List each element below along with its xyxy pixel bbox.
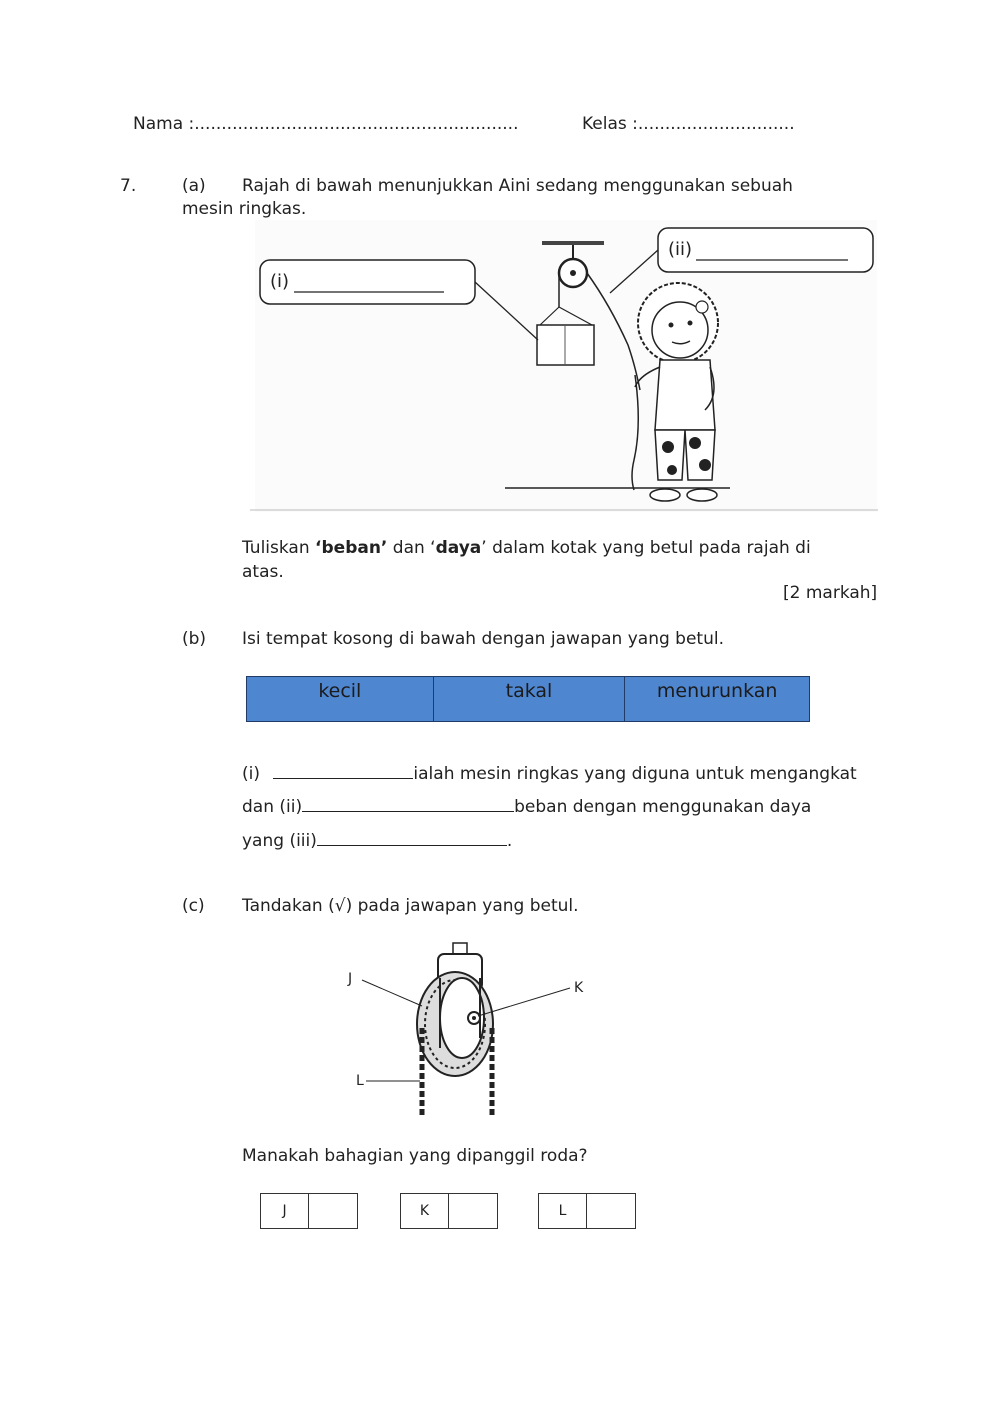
pulley-illustration xyxy=(250,215,880,515)
callout-ii-label: (ii) xyxy=(668,239,693,260)
blank-ii[interactable] xyxy=(302,793,514,812)
callout-i-answer-box[interactable] xyxy=(294,271,444,293)
word-bank xyxy=(246,676,810,722)
pulley-label-l: L xyxy=(356,1073,364,1089)
kelas-field[interactable]: Kelas :............................. xyxy=(582,114,795,134)
part-c-question: Manakah bahagian yang dipanggil roda? xyxy=(242,1146,588,1166)
option-k-checkbox[interactable] xyxy=(449,1194,497,1228)
word-bank-item: takal xyxy=(434,677,626,721)
option-l-checkbox[interactable] xyxy=(587,1194,635,1228)
part-b-instruction: Isi tempat kosong di bawah dengan jawapan yang betul. xyxy=(242,629,724,649)
sentence-2: dan (ii) beban dengan menggunakan daya xyxy=(242,793,811,818)
part-a-instruction-line1: Tuliskan ‘beban’ dan ‘daya’ dalam kotak yang betul pada rajah di xyxy=(242,538,811,558)
part-c-label: (c) xyxy=(182,896,205,916)
pulley-label-k: K xyxy=(574,980,584,996)
part-a-label: (a) xyxy=(182,176,206,196)
part-a-intro-line1: Rajah di bawah menunjukkan Aini sedang menggunakan sebuah xyxy=(242,176,793,196)
blank-iii[interactable] xyxy=(317,827,507,846)
part-b-label: (b) xyxy=(182,629,207,649)
option-l-label: L xyxy=(539,1194,587,1228)
part-c-instruction: Tandakan (√) pada jawapan yang betul. xyxy=(242,896,579,916)
nama-field[interactable]: Nama :............................................................ xyxy=(133,114,519,134)
option-j xyxy=(260,1193,358,1229)
word-bank-item: kecil xyxy=(247,677,434,721)
option-j-checkbox[interactable] xyxy=(309,1194,357,1228)
question-number: 7. xyxy=(120,176,137,196)
sentence-1: (i) ialah mesin ringkas yang diguna untuk mengangkat xyxy=(242,760,857,785)
blank-i[interactable] xyxy=(273,760,413,779)
option-j-label: J xyxy=(261,1194,309,1228)
callout-i-label: (i) xyxy=(270,271,290,292)
option-k-label: K xyxy=(401,1194,449,1228)
option-k xyxy=(400,1193,498,1229)
single-pulley-drawing xyxy=(340,938,600,1128)
sentence-3: yang (iii) . xyxy=(242,827,512,852)
word-bank-item: menurunkan xyxy=(625,677,809,721)
part-a-instruction-line2: atas. xyxy=(242,562,284,582)
option-l xyxy=(538,1193,636,1229)
part-a-intro-line2: mesin ringkas. xyxy=(182,199,307,219)
callout-ii-answer-box[interactable] xyxy=(696,239,848,261)
pulley-label-j: J xyxy=(348,971,353,987)
pulley-diagram xyxy=(340,938,600,1128)
marks-label: [2 markah] xyxy=(783,583,878,603)
